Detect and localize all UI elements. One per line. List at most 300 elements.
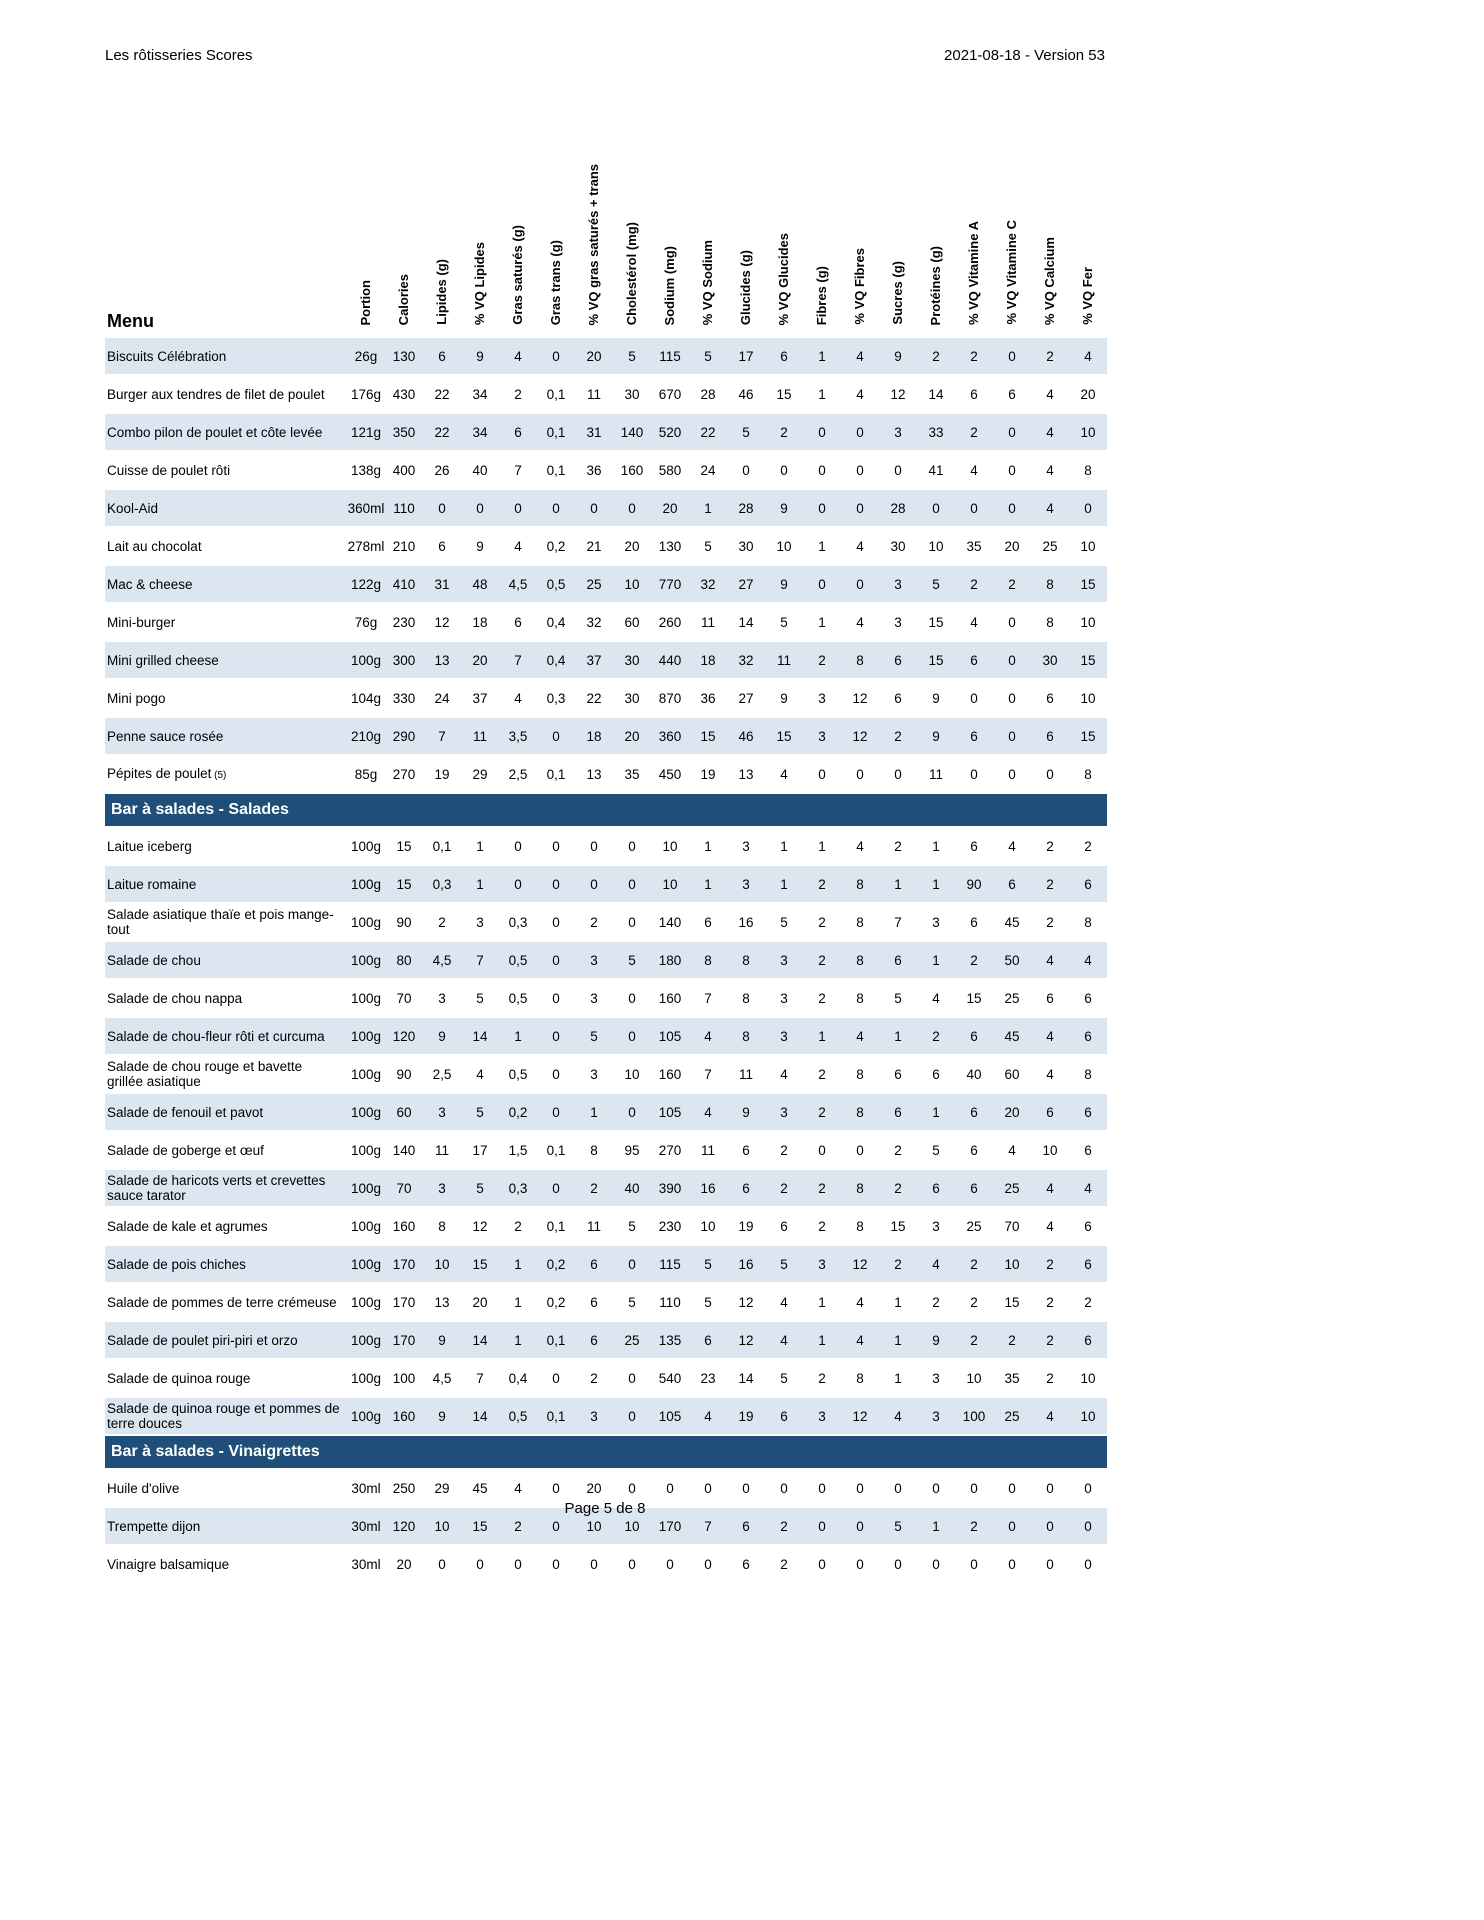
value-cell: 5 [765, 1245, 803, 1283]
value-cell: 0 [841, 413, 879, 451]
value-cell: 4 [1031, 413, 1069, 451]
value-cell: 104g [347, 679, 385, 717]
value-cell: 11 [575, 375, 613, 413]
value-cell: 8 [841, 1093, 879, 1131]
value-cell: 30 [1031, 641, 1069, 679]
value-cell: 1 [765, 827, 803, 865]
value-cell: 2 [575, 1169, 613, 1207]
value-cell: 45 [993, 1017, 1031, 1055]
value-cell: 0 [803, 451, 841, 489]
value-cell: 8 [841, 941, 879, 979]
value-cell: 7 [499, 641, 537, 679]
menu-item-name: Mac & cheese [105, 565, 347, 603]
value-cell: 0 [537, 1093, 575, 1131]
value-cell: 0 [613, 1245, 651, 1283]
value-cell: 9 [765, 679, 803, 717]
value-cell: 270 [651, 1131, 689, 1169]
value-cell: 138g [347, 451, 385, 489]
table-row [105, 1321, 1107, 1359]
value-cell: 15 [461, 1245, 499, 1283]
table-row [105, 827, 1107, 865]
value-cell: 11 [727, 1055, 765, 1093]
value-cell: 25 [955, 1207, 993, 1245]
value-cell: 100g [347, 1207, 385, 1245]
value-cell: 32 [727, 641, 765, 679]
table-row [105, 717, 1107, 755]
value-cell: 30ml [347, 1507, 385, 1545]
value-cell: 110 [385, 489, 423, 527]
value-cell: 9 [423, 1397, 461, 1435]
menu-item-name: Trempette dijon [105, 1507, 347, 1545]
table-row [105, 903, 1107, 941]
value-cell: 6 [1069, 1207, 1107, 1245]
menu-item-name: Mini pogo [105, 679, 347, 717]
value-cell: 0 [879, 755, 917, 793]
value-cell: 6 [727, 1507, 765, 1545]
menu-item-name: Vinaigre balsamique [105, 1545, 347, 1583]
value-cell: 2 [955, 1283, 993, 1321]
value-cell: 0,1 [423, 827, 461, 865]
value-cell: 0 [1069, 1469, 1107, 1507]
value-cell: 6 [689, 903, 727, 941]
value-cell: 5 [727, 413, 765, 451]
value-cell: 6 [1069, 1093, 1107, 1131]
value-cell: 170 [651, 1507, 689, 1545]
value-cell: 22 [575, 679, 613, 717]
column-header-label: Portion [358, 279, 373, 325]
value-cell: 0 [499, 489, 537, 527]
value-cell: 6 [1069, 1321, 1107, 1359]
value-cell: 100g [347, 941, 385, 979]
menu-item-name: Salade de kale et agrumes [105, 1207, 347, 1245]
value-cell: 24 [689, 451, 727, 489]
value-cell: 6 [955, 1017, 993, 1055]
table-body [105, 338, 1107, 1583]
value-cell: 70 [385, 1169, 423, 1207]
value-cell: 10 [1069, 679, 1107, 717]
value-cell: 0 [803, 1131, 841, 1169]
value-cell: 8 [1031, 603, 1069, 641]
value-cell: 60 [613, 603, 651, 641]
menu-item-name: Biscuits Célébration [105, 338, 347, 375]
value-cell: 2 [765, 1545, 803, 1583]
value-cell: 0 [993, 338, 1031, 375]
value-cell: 5 [689, 1283, 727, 1321]
table-row [105, 1093, 1107, 1131]
value-cell: 1 [765, 865, 803, 903]
value-cell: 16 [727, 1245, 765, 1283]
value-cell: 8 [841, 1207, 879, 1245]
value-cell: 260 [651, 603, 689, 641]
value-cell: 3 [879, 603, 917, 641]
table-row [105, 1397, 1107, 1435]
value-cell: 6 [575, 1245, 613, 1283]
value-cell: 4 [765, 1321, 803, 1359]
column-header-label: % VQ Sodium [700, 239, 715, 325]
value-cell: 90 [385, 1055, 423, 1093]
value-cell: 0 [841, 489, 879, 527]
value-cell: 90 [385, 903, 423, 941]
value-cell: 3 [917, 1397, 955, 1435]
value-cell: 8 [1069, 451, 1107, 489]
value-cell: 2 [955, 565, 993, 603]
value-cell: 0 [955, 755, 993, 793]
value-cell: 9 [461, 338, 499, 375]
value-cell: 15 [765, 717, 803, 755]
value-cell: 6 [955, 1131, 993, 1169]
value-cell: 0 [917, 489, 955, 527]
value-cell: 1 [917, 827, 955, 865]
value-cell: 12 [879, 375, 917, 413]
value-cell: 0 [689, 1545, 727, 1583]
value-cell: 290 [385, 717, 423, 755]
value-cell: 0 [955, 1469, 993, 1507]
value-cell: 2 [993, 1321, 1031, 1359]
value-cell: 2 [955, 1245, 993, 1283]
value-cell: 8 [1069, 1055, 1107, 1093]
value-cell: 5 [879, 1507, 917, 1545]
value-cell: 20 [385, 1545, 423, 1583]
menu-item-name: Salade de fenouil et pavot [105, 1093, 347, 1131]
value-cell: 37 [461, 679, 499, 717]
value-cell: 2 [955, 413, 993, 451]
value-cell: 23 [689, 1359, 727, 1397]
value-cell: 0 [803, 1469, 841, 1507]
value-cell: 15 [1069, 641, 1107, 679]
value-cell: 26 [423, 451, 461, 489]
value-cell: 11 [423, 1131, 461, 1169]
value-cell: 35 [613, 755, 651, 793]
value-cell: 4 [1031, 375, 1069, 413]
table-row [105, 1055, 1107, 1093]
value-cell: 12 [727, 1283, 765, 1321]
value-cell: 10 [1031, 1131, 1069, 1169]
value-cell: 17 [461, 1131, 499, 1169]
value-cell: 170 [385, 1245, 423, 1283]
column-header-label: % VQ Vitamine C [1004, 220, 1019, 325]
table-row [105, 603, 1107, 641]
value-cell: 1 [879, 1359, 917, 1397]
value-cell: 36 [689, 679, 727, 717]
value-cell: 6 [1069, 1017, 1107, 1055]
value-cell: 100g [347, 1397, 385, 1435]
column-header [385, 125, 423, 338]
table-row [105, 338, 1107, 375]
value-cell: 0,1 [537, 755, 575, 793]
value-cell: 1 [499, 1245, 537, 1283]
value-cell: 3 [917, 1207, 955, 1245]
value-cell: 4 [499, 1469, 537, 1507]
value-cell: 8 [727, 941, 765, 979]
value-cell: 100g [347, 827, 385, 865]
column-header-label: Lipides (g) [434, 259, 449, 325]
column-header [613, 125, 651, 338]
value-cell: 26g [347, 338, 385, 375]
value-cell: 6 [955, 1093, 993, 1131]
value-cell: 6 [879, 1093, 917, 1131]
value-cell: 2 [575, 1359, 613, 1397]
doc-title: Les rôtisseries Scores [105, 47, 253, 64]
value-cell: 6 [993, 865, 1031, 903]
value-cell: 4 [917, 1245, 955, 1283]
value-cell: 9 [917, 679, 955, 717]
value-cell: 60 [993, 1055, 1031, 1093]
value-cell: 0 [537, 903, 575, 941]
value-cell: 4 [765, 755, 803, 793]
value-cell: 6 [423, 338, 461, 375]
value-cell: 3 [879, 413, 917, 451]
value-cell: 20 [993, 1093, 1031, 1131]
value-cell: 5 [461, 979, 499, 1017]
value-cell: 8 [575, 1131, 613, 1169]
value-cell: 11 [689, 603, 727, 641]
value-cell: 0,1 [537, 1321, 575, 1359]
value-cell: 4 [765, 1055, 803, 1093]
value-cell: 3 [917, 1359, 955, 1397]
value-cell: 0 [955, 489, 993, 527]
value-cell: 0 [993, 717, 1031, 755]
value-cell: 4 [765, 1283, 803, 1321]
value-cell: 210g [347, 717, 385, 755]
column-header-label: % VQ Fer [1080, 267, 1095, 325]
value-cell: 25 [1031, 527, 1069, 565]
header-row [105, 125, 1107, 338]
value-cell: 4 [841, 375, 879, 413]
value-cell: 3 [575, 1397, 613, 1435]
value-cell: 5 [917, 1131, 955, 1169]
value-cell: 15 [1069, 717, 1107, 755]
value-cell: 3 [575, 1055, 613, 1093]
value-cell: 0 [537, 941, 575, 979]
value-cell: 0,3 [423, 865, 461, 903]
value-cell: 0,1 [537, 451, 575, 489]
value-cell: 1 [879, 1017, 917, 1055]
value-cell: 9 [879, 338, 917, 375]
value-cell: 3 [423, 1093, 461, 1131]
value-cell: 10 [993, 1245, 1031, 1283]
value-cell: 0 [613, 1469, 651, 1507]
value-cell: 100g [347, 1093, 385, 1131]
value-cell: 1 [917, 1093, 955, 1131]
value-cell: 8 [689, 941, 727, 979]
value-cell: 2,5 [423, 1055, 461, 1093]
column-header-label: Cholestérol (mg) [624, 221, 639, 325]
value-cell: 5 [575, 1017, 613, 1055]
value-cell: 25 [993, 1169, 1031, 1207]
value-cell: 5 [879, 979, 917, 1017]
value-cell: 48 [461, 565, 499, 603]
value-cell: 0 [917, 1545, 955, 1583]
value-cell: 6 [765, 1207, 803, 1245]
value-cell: 105 [651, 1093, 689, 1131]
value-cell: 0 [841, 1131, 879, 1169]
column-header [727, 125, 765, 338]
value-cell: 25 [613, 1321, 651, 1359]
value-cell: 0 [613, 1017, 651, 1055]
value-cell: 5 [917, 565, 955, 603]
column-header-label: % VQ Fibres [852, 248, 867, 325]
value-cell: 0 [841, 1507, 879, 1545]
value-cell: 0 [993, 641, 1031, 679]
value-cell: 10 [423, 1245, 461, 1283]
column-header [1069, 125, 1107, 338]
table-row [105, 489, 1107, 527]
value-cell: 160 [651, 979, 689, 1017]
value-cell: 1 [879, 865, 917, 903]
value-cell: 8 [727, 979, 765, 1017]
value-cell: 6 [879, 641, 917, 679]
value-cell: 130 [385, 338, 423, 375]
value-cell: 1 [917, 941, 955, 979]
value-cell: 2 [1069, 1283, 1107, 1321]
value-cell: 10 [689, 1207, 727, 1245]
value-cell: 5 [613, 1207, 651, 1245]
column-header-label: % VQ gras saturés + trans [586, 163, 601, 325]
value-cell: 28 [879, 489, 917, 527]
value-cell: 0,5 [499, 979, 537, 1017]
value-cell: 0 [537, 1055, 575, 1093]
value-cell: 3 [803, 717, 841, 755]
page-number: Page 5 de 8 [564, 1500, 646, 1517]
value-cell: 2 [1031, 1321, 1069, 1359]
menu-item-name: Salade de chou-fleur rôti et curcuma [105, 1017, 347, 1055]
column-header-label: Fibres (g) [814, 265, 829, 325]
value-cell: 76g [347, 603, 385, 641]
value-cell: 30 [613, 641, 651, 679]
value-cell: 0 [993, 755, 1031, 793]
value-cell: 2 [803, 1207, 841, 1245]
value-cell: 32 [575, 603, 613, 641]
value-cell: 3 [803, 679, 841, 717]
table-row [105, 641, 1107, 679]
value-cell: 0,5 [499, 941, 537, 979]
value-cell: 34 [461, 375, 499, 413]
value-cell: 540 [651, 1359, 689, 1397]
value-cell: 20 [613, 527, 651, 565]
value-cell: 35 [993, 1359, 1031, 1397]
value-cell: 0 [575, 1545, 613, 1583]
value-cell: 5 [613, 1283, 651, 1321]
value-cell: 8 [841, 865, 879, 903]
value-cell: 2 [917, 338, 955, 375]
value-cell: 50 [993, 941, 1031, 979]
value-cell: 4 [841, 1321, 879, 1359]
value-cell: 2 [499, 1507, 537, 1545]
menu-item-name: Penne sauce rosée [105, 717, 347, 755]
value-cell: 4 [955, 451, 993, 489]
table-row [105, 755, 1107, 793]
value-cell: 12 [841, 717, 879, 755]
value-cell: 11 [689, 1131, 727, 1169]
value-cell: 0,1 [537, 1397, 575, 1435]
menu-item-name: Salade de chou [105, 941, 347, 979]
value-cell: 0 [955, 679, 993, 717]
value-cell: 8 [1031, 565, 1069, 603]
value-cell: 6 [879, 1055, 917, 1093]
value-cell: 0 [423, 1545, 461, 1583]
value-cell: 1 [689, 865, 727, 903]
value-cell: 31 [575, 413, 613, 451]
column-header [765, 125, 803, 338]
value-cell: 160 [385, 1397, 423, 1435]
value-cell: 0 [613, 903, 651, 941]
value-cell: 2 [765, 1507, 803, 1545]
value-cell: 14 [461, 1397, 499, 1435]
value-cell: 2 [955, 941, 993, 979]
value-cell: 6 [765, 1397, 803, 1435]
table-row [105, 1017, 1107, 1055]
value-cell: 1 [917, 865, 955, 903]
value-cell: 0,2 [537, 1283, 575, 1321]
value-cell: 0 [575, 827, 613, 865]
value-cell: 1 [461, 865, 499, 903]
value-cell: 1 [689, 489, 727, 527]
column-header-label: Sodium (mg) [662, 245, 677, 325]
value-cell: 0 [803, 489, 841, 527]
value-cell: 180 [651, 941, 689, 979]
value-cell: 70 [993, 1207, 1031, 1245]
value-cell: 0 [613, 1545, 651, 1583]
value-cell: 9 [765, 565, 803, 603]
table-row [105, 1359, 1107, 1397]
value-cell: 0 [423, 489, 461, 527]
value-cell: 0 [803, 413, 841, 451]
value-cell: 0 [1031, 1469, 1069, 1507]
value-cell: 2 [955, 1321, 993, 1359]
menu-item-name: Salade de poulet piri-piri et orzo [105, 1321, 347, 1359]
value-cell: 7 [879, 903, 917, 941]
value-cell: 7 [461, 941, 499, 979]
value-cell: 140 [385, 1131, 423, 1169]
value-cell: 4 [499, 679, 537, 717]
value-cell: 0 [575, 865, 613, 903]
value-cell: 520 [651, 413, 689, 451]
column-header [575, 125, 613, 338]
value-cell: 100 [385, 1359, 423, 1397]
value-cell: 6 [1069, 1245, 1107, 1283]
value-cell: 8 [841, 641, 879, 679]
value-cell: 4 [689, 1093, 727, 1131]
value-cell: 45 [993, 903, 1031, 941]
value-cell: 0 [1069, 489, 1107, 527]
table-row [105, 451, 1107, 489]
column-header-label: Gras trans (g) [548, 239, 563, 325]
value-cell: 6 [955, 717, 993, 755]
value-cell: 46 [727, 375, 765, 413]
value-cell: 11 [765, 641, 803, 679]
section-header-row [105, 1435, 1107, 1469]
value-cell: 0 [803, 565, 841, 603]
value-cell: 12 [841, 1397, 879, 1435]
value-cell: 0,1 [537, 1131, 575, 1169]
value-cell: 0 [727, 1469, 765, 1507]
menu-item-suffix: (5) [211, 769, 227, 781]
value-cell: 3 [917, 903, 955, 941]
value-cell: 6 [499, 603, 537, 641]
value-cell: 6 [575, 1283, 613, 1321]
value-cell: 4 [841, 1283, 879, 1321]
value-cell: 10 [651, 827, 689, 865]
value-cell: 100g [347, 1017, 385, 1055]
value-cell: 15 [765, 375, 803, 413]
value-cell: 8 [841, 1169, 879, 1207]
value-cell: 2 [1031, 903, 1069, 941]
value-cell: 0 [537, 979, 575, 1017]
value-cell: 33 [917, 413, 955, 451]
value-cell: 105 [651, 1397, 689, 1435]
value-cell: 7 [461, 1359, 499, 1397]
value-cell: 1 [879, 1321, 917, 1359]
